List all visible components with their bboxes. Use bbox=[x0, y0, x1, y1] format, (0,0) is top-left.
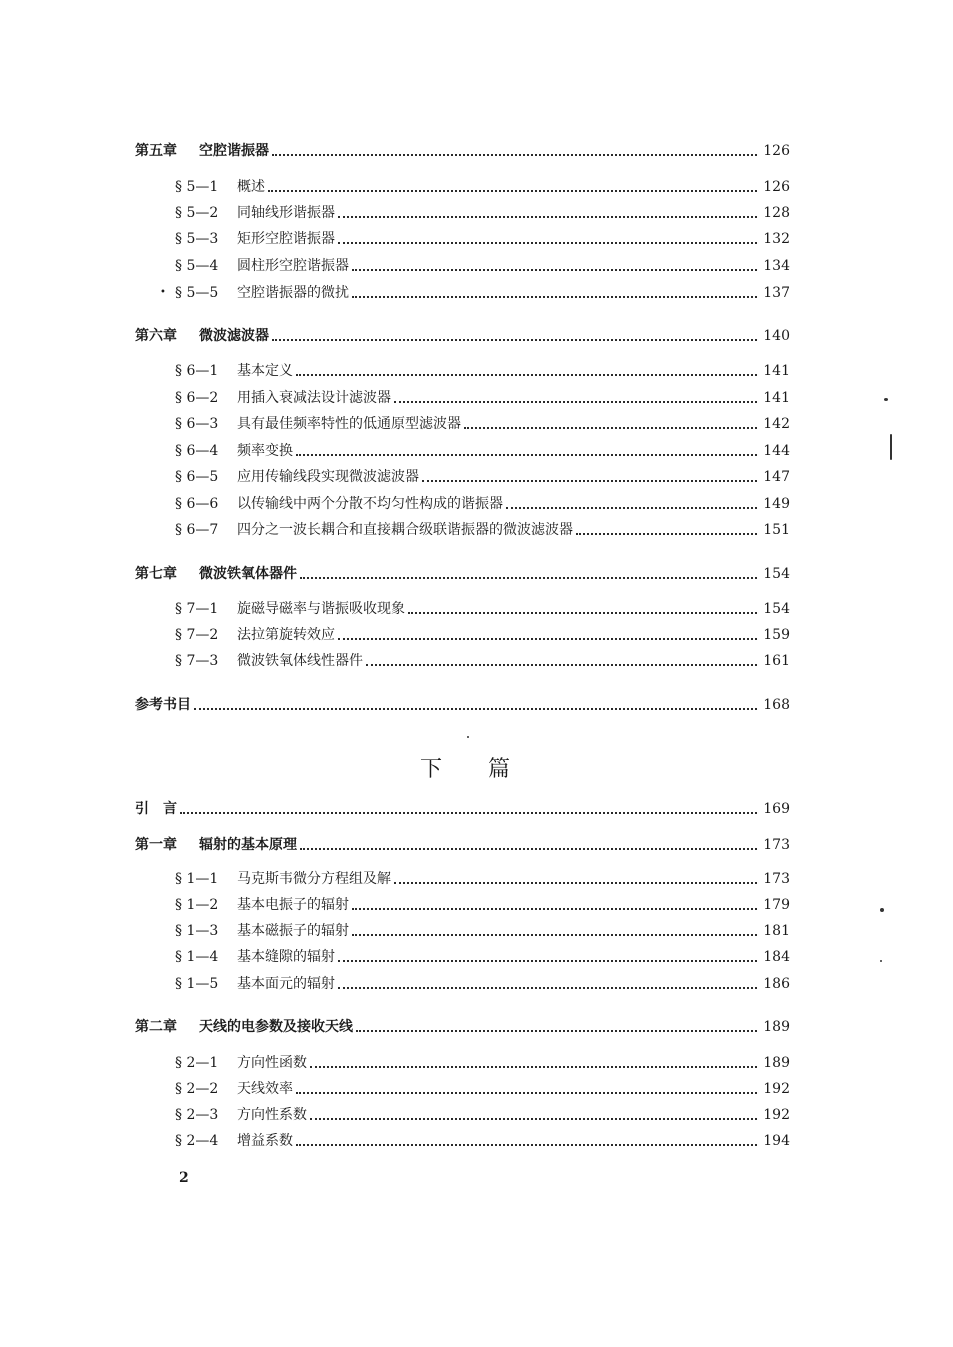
section-title: 基本电振子的辐射 bbox=[237, 897, 349, 913]
dot-leader bbox=[422, 480, 757, 482]
page-number: 128 bbox=[763, 205, 790, 221]
toc-section-entry bbox=[175, 204, 790, 222]
dot-leader bbox=[352, 934, 757, 936]
dot-leader bbox=[180, 812, 757, 814]
section-title: 频率变换 bbox=[237, 443, 293, 459]
dot-leader bbox=[300, 577, 757, 579]
section-title: 法拉第旋转效应 bbox=[237, 627, 335, 643]
section-number: § 1—3 bbox=[175, 923, 219, 939]
dot-leader bbox=[300, 848, 757, 850]
page-number: 154 bbox=[763, 601, 790, 617]
chapter-title: 引 言 bbox=[135, 801, 177, 817]
dot-leader bbox=[394, 882, 757, 884]
scan-speck bbox=[880, 960, 882, 962]
section-title: 空腔谐振器的微扰 bbox=[237, 285, 349, 301]
page-number: 159 bbox=[763, 627, 790, 643]
toc-section-entry bbox=[175, 415, 790, 433]
page-number: 169 bbox=[763, 801, 790, 817]
dot-leader bbox=[394, 401, 757, 403]
page-number: 149 bbox=[763, 496, 790, 512]
dot-leader bbox=[296, 454, 757, 456]
section-number: § 6—7 bbox=[175, 522, 219, 538]
dot-leader bbox=[408, 612, 757, 614]
dot-leader bbox=[296, 1092, 757, 1094]
toc-section-entry bbox=[175, 896, 790, 914]
chapter-title: 天线的电参数及接收天线 bbox=[199, 1019, 353, 1035]
page-number: 173 bbox=[763, 837, 790, 853]
toc-section-entry bbox=[175, 1080, 790, 1098]
chapter-title: 微波铁氧体器件 bbox=[199, 566, 297, 582]
toc-section-entry bbox=[175, 870, 790, 888]
section-number: § 5—3 bbox=[175, 231, 219, 247]
dot-leader bbox=[352, 296, 757, 298]
page-number: 132 bbox=[763, 231, 790, 247]
section-title: 用插入衰减法设计滤波器 bbox=[237, 390, 391, 406]
section-title: 圆柱形空腔谐振器 bbox=[237, 258, 349, 274]
dot-leader bbox=[506, 507, 757, 509]
section-number: § 2—4 bbox=[175, 1133, 219, 1149]
chapter-title: 微波滤波器 bbox=[199, 328, 269, 344]
scan-speck bbox=[890, 434, 892, 460]
chapter-title: 辐射的基本原理 bbox=[199, 837, 297, 853]
dot-leader bbox=[352, 269, 757, 271]
page-number: 189 bbox=[763, 1019, 790, 1035]
section-title: 基本缝隙的辐射 bbox=[237, 949, 335, 965]
chapter-number: 第一章 bbox=[135, 837, 177, 853]
toc-section-entry bbox=[175, 468, 790, 486]
toc-section-entry bbox=[175, 975, 790, 993]
starred-marker: • bbox=[160, 287, 166, 298]
dot-leader bbox=[338, 987, 757, 989]
page-number: 147 bbox=[763, 469, 790, 485]
section-number: § 1—5 bbox=[175, 976, 219, 992]
page-number: 126 bbox=[763, 179, 790, 195]
section-number: § 6—3 bbox=[175, 416, 219, 432]
toc-section-entry bbox=[175, 495, 790, 513]
page-number: 179 bbox=[763, 897, 790, 913]
page-number: 126 bbox=[763, 143, 790, 159]
page-number: 134 bbox=[763, 258, 790, 274]
section-number: § 6—1 bbox=[175, 363, 219, 379]
chapter-number: 第七章 bbox=[135, 566, 177, 582]
toc-section-entry bbox=[175, 1132, 790, 1150]
section-title: 具有最佳频率特性的低通原型滤波器 bbox=[237, 416, 461, 432]
section-title: 基本定义 bbox=[237, 363, 293, 379]
toc-section-entry bbox=[160, 284, 790, 302]
toc-section-entry bbox=[175, 948, 790, 966]
section-title: 四分之一波长耦合和直接耦合级联谐振器的微波滤波器 bbox=[237, 522, 573, 538]
toc-section-entry bbox=[175, 230, 790, 248]
section-number: § 7—2 bbox=[175, 627, 219, 643]
chapter-number: 第六章 bbox=[135, 328, 177, 344]
toc-section-entry bbox=[175, 1106, 790, 1124]
page-number: 154 bbox=[763, 566, 790, 582]
section-title: 基本面元的辐射 bbox=[237, 976, 335, 992]
chapter-number: 第五章 bbox=[135, 143, 177, 159]
section-number: § 6—2 bbox=[175, 390, 219, 406]
toc-section-entry bbox=[175, 521, 790, 539]
page-number: 140 bbox=[763, 328, 790, 344]
section-number: § 5—4 bbox=[175, 258, 219, 274]
section-number: § 2—3 bbox=[175, 1107, 219, 1123]
dot-leader bbox=[338, 216, 757, 218]
dot-leader bbox=[356, 1030, 757, 1032]
toc-section-entry bbox=[175, 362, 790, 380]
toc-chapter-entry bbox=[135, 565, 790, 583]
section-title: 方向性函数 bbox=[237, 1055, 307, 1071]
chapter-title: 空腔谐振器 bbox=[199, 143, 269, 159]
dot-leader bbox=[272, 339, 757, 341]
scan-speck bbox=[467, 736, 469, 738]
section-number: § 1—4 bbox=[175, 949, 219, 965]
dot-leader bbox=[464, 427, 757, 429]
dot-leader bbox=[366, 664, 757, 666]
page-number: 186 bbox=[763, 976, 790, 992]
page-number: 144 bbox=[763, 443, 790, 459]
section-title: 应用传输线段实现微波滤波器 bbox=[237, 469, 419, 485]
page-number: 189 bbox=[763, 1055, 790, 1071]
page-number: 161 bbox=[763, 653, 790, 669]
toc-chapter-entry bbox=[135, 327, 790, 345]
dot-leader bbox=[296, 1144, 757, 1146]
page-number: 194 bbox=[763, 1133, 790, 1149]
section-number: § 6—4 bbox=[175, 443, 219, 459]
section-number: § 5—1 bbox=[175, 179, 219, 195]
page-number: 184 bbox=[763, 949, 790, 965]
toc-section-entry bbox=[175, 257, 790, 275]
scan-speck bbox=[880, 908, 884, 912]
toc-section-entry bbox=[175, 600, 790, 618]
dot-leader bbox=[576, 533, 757, 535]
toc-section-entry bbox=[175, 178, 790, 196]
toc-chapter-entry bbox=[135, 800, 790, 818]
section-title: 矩形空腔谐振器 bbox=[237, 231, 335, 247]
page-number: 151 bbox=[763, 522, 790, 538]
scan-speck bbox=[884, 398, 888, 401]
toc-chapter-entry bbox=[135, 142, 790, 160]
dot-leader bbox=[272, 154, 757, 156]
section-number: § 7—1 bbox=[175, 601, 219, 617]
toc-section-entry bbox=[175, 442, 790, 460]
dot-leader bbox=[194, 708, 757, 710]
page-number: 141 bbox=[763, 363, 790, 379]
toc-section-entry bbox=[175, 1054, 790, 1072]
section-number: § 7—3 bbox=[175, 653, 219, 669]
dot-leader bbox=[268, 190, 757, 192]
section-title: 基本磁振子的辐射 bbox=[237, 923, 349, 939]
toc-chapter-entry bbox=[135, 696, 790, 714]
chapter-number: 第二章 bbox=[135, 1019, 177, 1035]
section-title: 天线效率 bbox=[237, 1081, 293, 1097]
section-number: § 1—2 bbox=[175, 897, 219, 913]
toc-section-entry bbox=[175, 626, 790, 644]
toc-section-entry bbox=[175, 922, 790, 940]
section-number: § 5—2 bbox=[175, 205, 219, 221]
section-title: 旋磁导磁率与谐振吸收现象 bbox=[237, 601, 405, 617]
page-number: 137 bbox=[763, 285, 790, 301]
dot-leader bbox=[310, 1066, 757, 1068]
page-number: 168 bbox=[763, 697, 790, 713]
page-number: 192 bbox=[763, 1107, 790, 1123]
dot-leader bbox=[338, 242, 757, 244]
section-number: § 6—6 bbox=[175, 496, 219, 512]
section-number: § 2—1 bbox=[175, 1055, 219, 1071]
toc-section-entry bbox=[175, 389, 790, 407]
toc-section-entry bbox=[175, 652, 790, 670]
page-folio: 2 bbox=[179, 1170, 189, 1186]
section-title: 以传输线中两个分散不均匀性构成的谐振器 bbox=[237, 496, 503, 512]
section-number: § 2—2 bbox=[175, 1081, 219, 1097]
page-number: 192 bbox=[763, 1081, 790, 1097]
section-number: § 1—1 bbox=[175, 871, 219, 887]
toc-chapter-entry bbox=[135, 836, 790, 854]
section-title: 微波铁氧体线性器件 bbox=[237, 653, 363, 669]
section-number: § 6—5 bbox=[175, 469, 219, 485]
page-number: 141 bbox=[763, 390, 790, 406]
part-heading: 下篇 bbox=[420, 757, 557, 782]
section-title: 同轴线形谐振器 bbox=[237, 205, 335, 221]
dot-leader bbox=[352, 908, 757, 910]
dot-leader bbox=[296, 374, 757, 376]
dot-leader bbox=[310, 1118, 757, 1120]
page-number: 142 bbox=[763, 416, 790, 432]
section-number: § 5—5 bbox=[175, 285, 219, 301]
dot-leader bbox=[338, 960, 757, 962]
dot-leader bbox=[338, 638, 757, 640]
page-number: 173 bbox=[763, 871, 790, 887]
section-title: 马克斯韦微分方程组及解 bbox=[237, 871, 391, 887]
section-title: 概述 bbox=[237, 179, 265, 195]
section-title: 增益系数 bbox=[237, 1133, 293, 1149]
page-number: 181 bbox=[763, 923, 790, 939]
chapter-title: 参考书目 bbox=[135, 697, 191, 713]
toc-chapter-entry bbox=[135, 1018, 790, 1036]
section-title: 方向性系数 bbox=[237, 1107, 307, 1123]
